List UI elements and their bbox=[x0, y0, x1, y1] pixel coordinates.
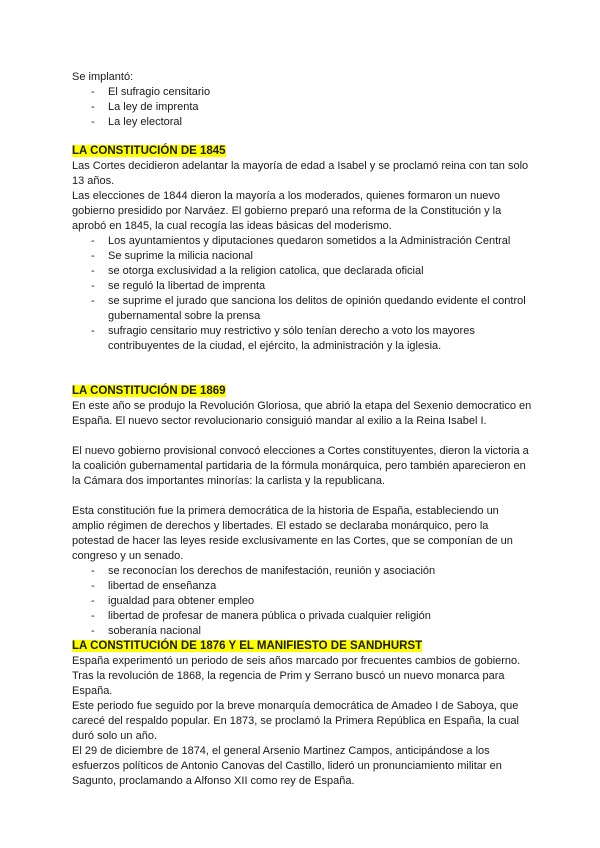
paragraph: El 29 de diciembre de 1874, el general Arsenio Martinez Campos, anticipándose a los esfuerzos políticos de Antonio Canovas del Castillo, lideró un pronunciamiento militar en Sagunto, proclamando a Alfonso XII como rey de España. bbox=[72, 745, 502, 787]
heading-highlight: LA CONSTITUCIÓN DE 1869 bbox=[72, 385, 226, 397]
paragraph: España experimentó un periodo de seis años marcado por frecuentes cambios de gobierno. Tras la revolución de 1868, la regencia de Prim y Serrano buscó un nuevo monarca para España. bbox=[72, 655, 521, 697]
paragraph: Esta constitución fue la primera democrática de la historia de España, estableciendo un amplio régimen de derechos y libertades. El estado se declaraba monárquico, pero la potestad de hacer las leyes reside exclusivamente en las Cortes, que se componían de un congreso y un senado. bbox=[72, 505, 513, 562]
list-item: - se reguló la libertad de imprenta bbox=[72, 279, 532, 294]
heading-highlight: LA CONSTITUCIÓN DE 1845 bbox=[72, 145, 226, 157]
heading-highlight: LA CONSTITUCIÓN DE 1876 Y EL MANIFIESTO DE SANDHURST bbox=[72, 640, 423, 652]
document-page bbox=[72, 70, 532, 789]
paragraph: Las Cortes decidieron adelantar la mayoría de edad a Isabel y se proclamó reina con tan solo 13 años. bbox=[72, 160, 529, 187]
list-1845 bbox=[72, 234, 532, 354]
intro-list bbox=[72, 85, 532, 130]
list-item: - libertad de profesar de manera pública o privada cualquier religión bbox=[72, 609, 532, 624]
list-item: - se reconocían los derechos de manifestación, reunión y asociación bbox=[72, 564, 532, 579]
list-1869 bbox=[72, 564, 532, 639]
list-item: - La ley electoral bbox=[72, 115, 532, 130]
list-item: - soberanía nacional bbox=[72, 624, 532, 639]
section-heading-1845 bbox=[72, 144, 532, 159]
list-item: - La ley de imprenta bbox=[72, 100, 532, 115]
list-item: - El sufragio censitario bbox=[72, 85, 532, 100]
list-item: - se otorga exclusividad a la religion catolica, que declarada oficial bbox=[72, 264, 532, 279]
paragraph: Las elecciones de 1844 dieron la mayoría a los moderados, quienes formaron un nuevo gobierno presidido por Narváez. El gobierno preparó una reforma de la Constitución y la aprobó en 1845, la cual recogía las ideas básicas del moderismo. bbox=[72, 190, 502, 232]
list-item: - libertad de enseñanza bbox=[72, 579, 532, 594]
list-item: - igualdad para obtener empleo bbox=[72, 594, 532, 609]
paragraph: El nuevo gobierno provisional convocó elecciones a Cortes constituyentes, dieron la victoria a la coalición gubernamental partidaria de la fórmula monárquica, pero también aparecieron en la Cámara dos importantes minorías: la carlista y la republicana. bbox=[72, 445, 529, 487]
section-heading-1869 bbox=[72, 384, 532, 399]
intro-lead: Se implantó: bbox=[72, 71, 134, 83]
list-item: - se suprime el jurado que sanciona los delitos de opinión quedando evidente el control gubernamental sobre la prensa bbox=[72, 294, 532, 324]
paragraph: En este año se produjo la Revolución Gloriosa, que abrió la etapa del Sexenio democratico en España. El nuevo sector revolucionario consiguió mandar al exilio a la Reina Isabel I. bbox=[72, 400, 532, 427]
list-item: - Se suprime la milicia nacional bbox=[72, 249, 532, 264]
section-heading-1876 bbox=[72, 639, 532, 654]
list-item: - sufragio censitario muy restrictivo y sólo tenían derecho a voto los mayores contribuyentes de la ciudad, el ejército, la administración y la iglesia. bbox=[72, 324, 532, 354]
list-item: - Los ayuntamientos y diputaciones quedaron sometidos a la Administración Central bbox=[72, 234, 532, 249]
paragraph: Este periodo fue seguido por la breve monarquía democrática de Amadeo I de Saboya, que carecé del respaldo popular. En 1873, se proclamó la Primera República en España, la cual duró solo un año. bbox=[72, 700, 519, 742]
